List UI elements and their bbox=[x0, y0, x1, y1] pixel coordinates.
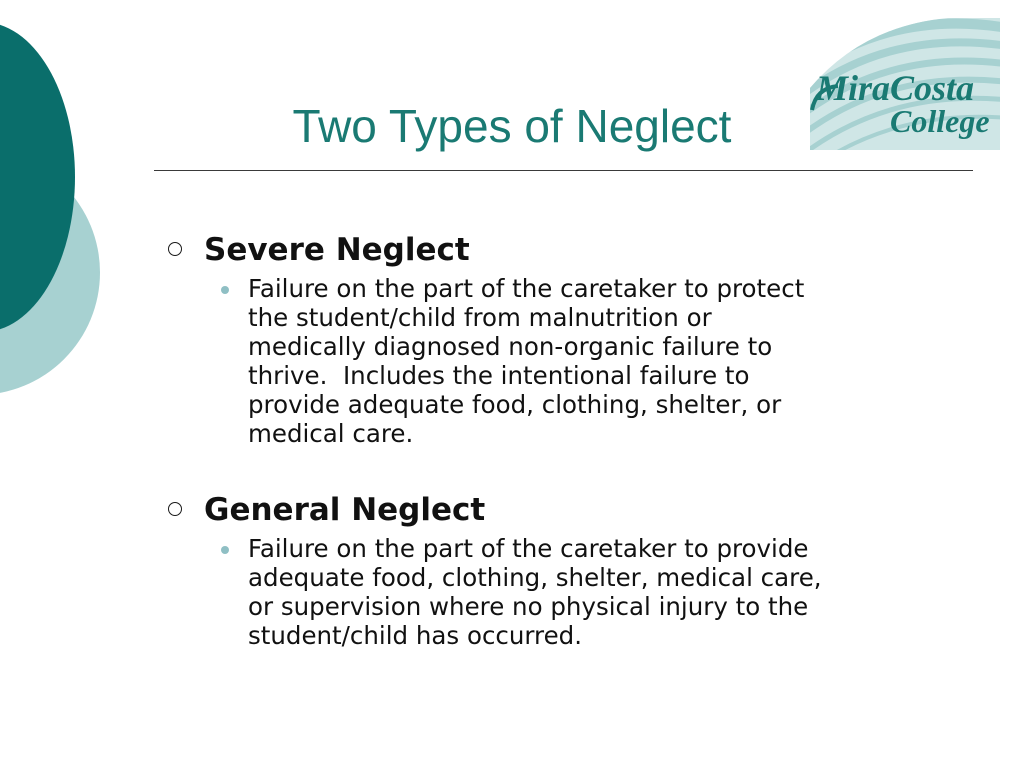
bullet-heading: Severe Neglect bbox=[204, 232, 470, 268]
logo-text-line2: College bbox=[890, 103, 990, 139]
sub-bullet bbox=[160, 274, 980, 448]
bullet-general-neglect bbox=[160, 488, 980, 650]
bullet-heading-row bbox=[160, 228, 980, 274]
dot-bullet-icon bbox=[221, 546, 229, 554]
sub-bullet-text: Failure on the part of the caretaker to provide adequate food, clothing, shelter, medical care, or supervision where no physical injury to the student/child has occurred. bbox=[248, 534, 822, 650]
dot-bullet-icon bbox=[221, 286, 229, 294]
bullet-severe-neglect bbox=[160, 228, 980, 448]
slide-content bbox=[160, 228, 980, 690]
logo-text-line1: MiraCosta bbox=[816, 68, 975, 108]
sub-bullet-text: Failure on the part of the caretaker to protect the student/child from malnutrition or medically diagnosed non-organic failure to thrive. Includes the intentional failure to provide adequate food, clothing, shelter, or medical care. bbox=[248, 274, 805, 448]
sub-bullet bbox=[160, 534, 980, 650]
hollow-circle-bullet-icon bbox=[168, 502, 182, 516]
title-divider bbox=[154, 170, 973, 171]
bullet-heading-row bbox=[160, 488, 980, 534]
slide-title: Two Types of Neglect bbox=[292, 100, 732, 152]
bullet-heading: General Neglect bbox=[204, 492, 486, 528]
hollow-circle-bullet-icon bbox=[168, 242, 182, 256]
